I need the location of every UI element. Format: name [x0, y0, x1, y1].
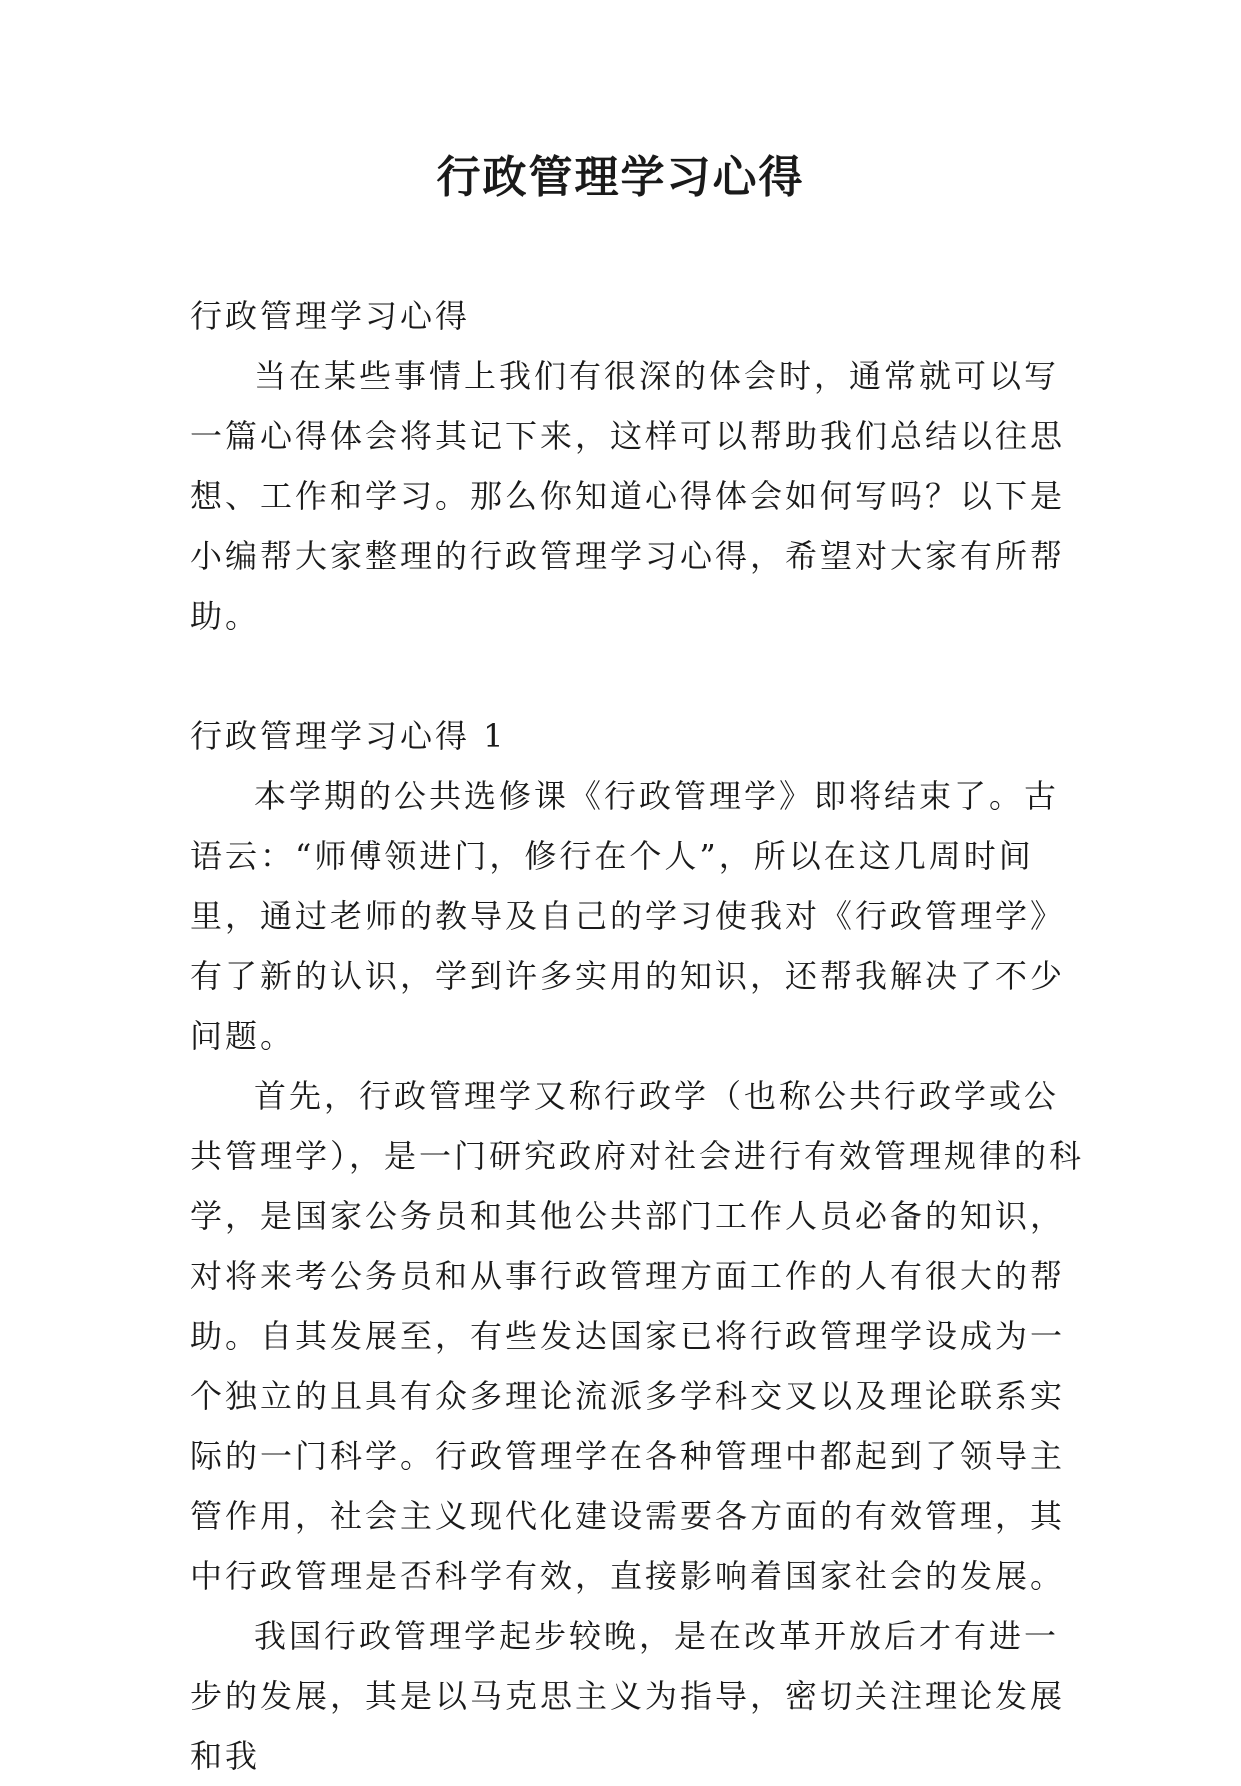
section1-heading: 行政管理学习心得 1	[190, 717, 507, 755]
intro-paragraph: 当在某些事情上我们有很深的体会时，通常就可以写一篇心得体会将其记下来，这样可以帮助我们总结以往思想、工作和学习。那么你知道心得体会如何写吗？以下是小编帮大家整理的行政管理学习心得，希望对大家有所帮助。	[190, 357, 1066, 635]
document-body	[190, 286, 1090, 1786]
section1-paragraph: 我国行政管理学起步较晚，是在改革开放后才有进一步的发展，其是以马克思主义为指导，密切关注理论发展和我	[190, 1617, 1066, 1775]
intro-heading: 行政管理学习心得	[190, 297, 471, 335]
section1-paragraph: 首先，行政管理学又称行政学（也称公共行政学或公共管理学），是一门研究政府对社会进行有效管理规律的科学，是国家公务员和其他公共部门工作人员必备的知识，对将来考公务员和从事行政管理方面工作的人有很大的帮助。自其发展至，有些发达国家已将行政管理学设成为一个独立的且具有众多理论流派多学科交叉以及理论联系实际的一门科学。行政管理学在各种管理中都起到了领导主管作用，社会主义现代化建设需要各方面的有效管理，其中行政管理是否科学有效，直接影响着国家社会的发展。	[190, 1077, 1085, 1595]
document-title: 行政管理学习心得	[436, 152, 805, 203]
section1-paragraph: 本学期的公共选修课《行政管理学》即将结束了。古语云：“师傅领进门，修行在个人”，所以在这几周时间里，通过老师的教导及自己的学习使我对《行政管理学》有了新的认识，学到许多实用的知识，还帮我解决了不少问题。	[190, 777, 1066, 1055]
section-spacer	[190, 646, 1090, 706]
